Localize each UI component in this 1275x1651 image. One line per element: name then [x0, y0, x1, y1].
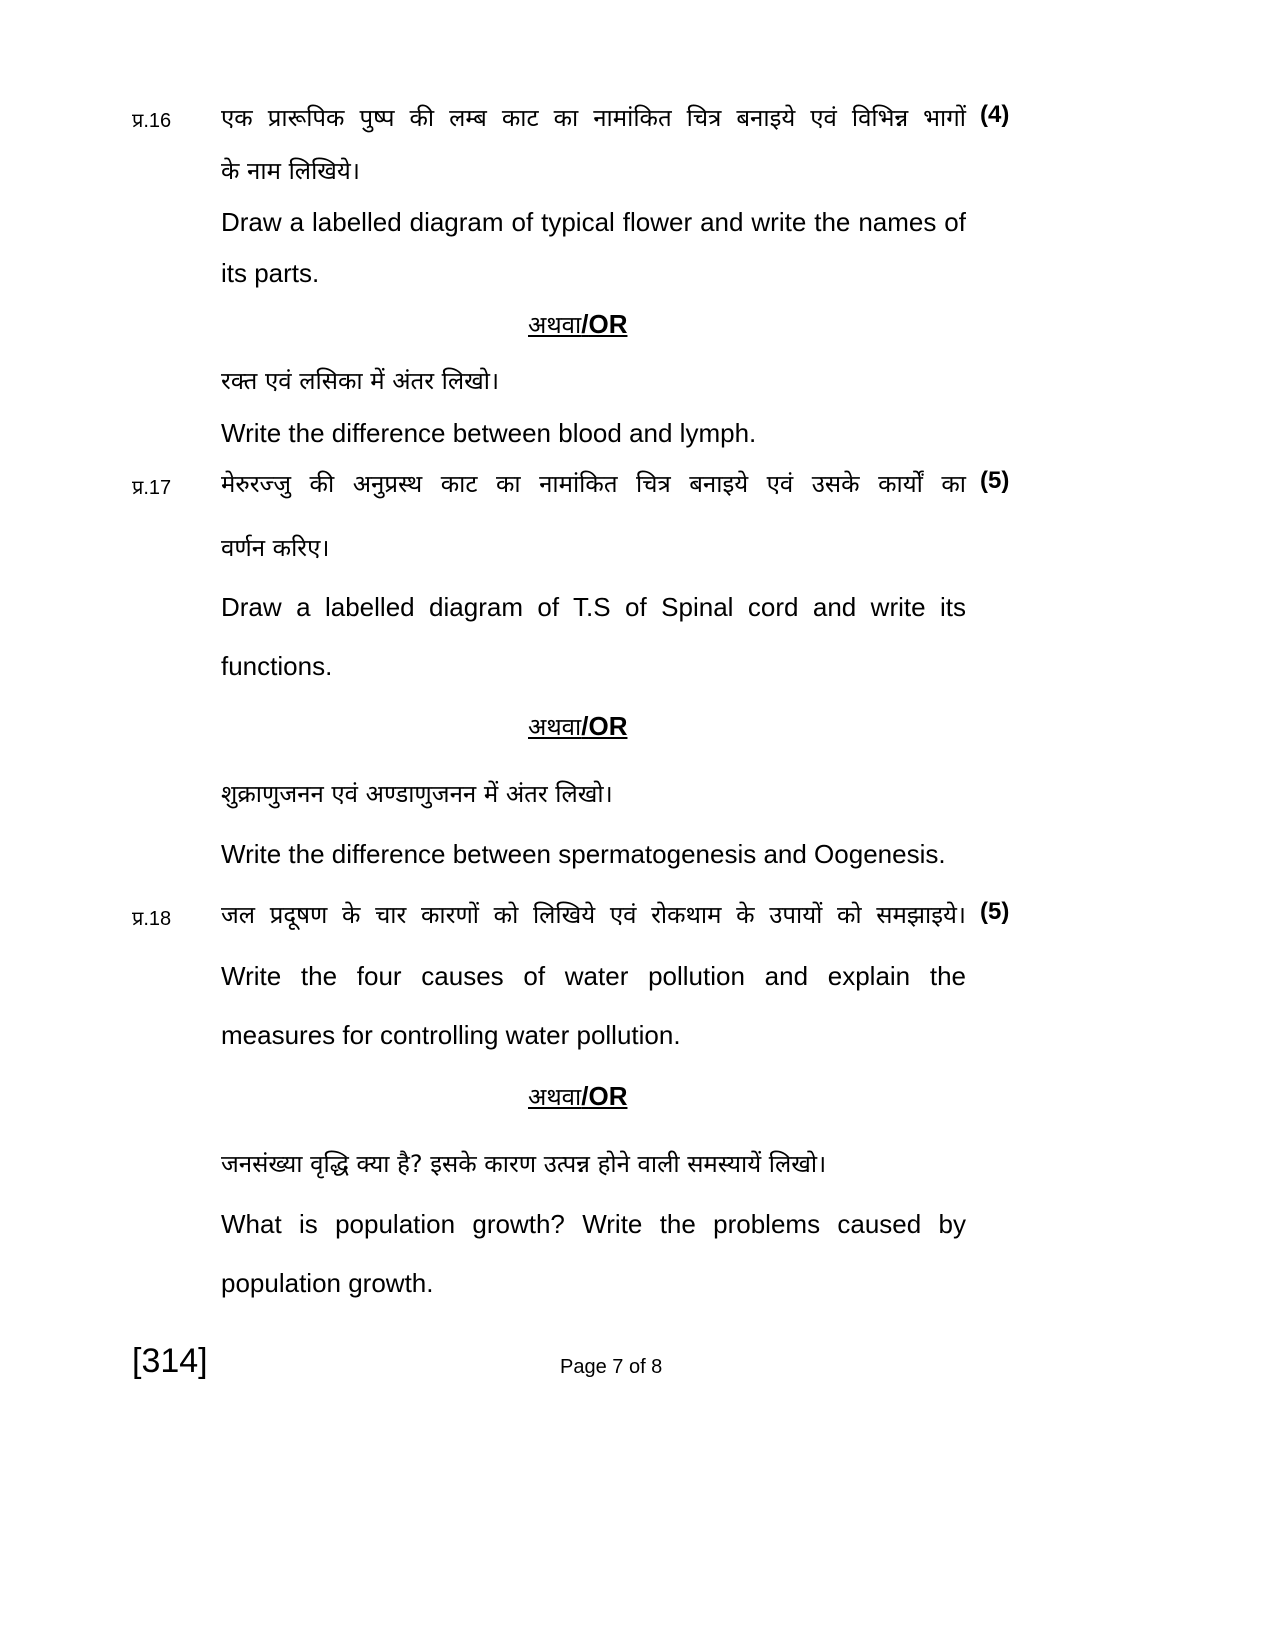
or-separator: अथवा/OR: [528, 309, 628, 339]
question-text-english-cont: measures for controlling water pollution.: [221, 1020, 681, 1050]
question-text-english: Draw a labelled diagram of typical flower and write the names of: [221, 207, 966, 237]
question-text-hindi: एक प्रारूपिक पुष्प की लम्ब काट का नामांकित चित्र बनाइये एवं विभिन्न भागों: [221, 104, 966, 132]
question-marks: (5): [980, 898, 1010, 925]
question-text-hindi: मेरुरज्जु की अनुप्रस्थ काट का नामांकित चित्र बनाइये एवं उसके कार्यों का: [221, 470, 966, 498]
paper-code: [314]: [132, 1342, 208, 1380]
alternative-question-english: What is population growth? Write the problems caused by: [221, 1209, 966, 1239]
question-text-hindi: जल प्रदूषण के चार कारणों को लिखिये एवं रोकथाम के उपायों को समझाइये।: [221, 901, 966, 929]
alternative-question-english: Write the difference between spermatogenesis and Oogenesis.: [221, 839, 946, 869]
alternative-question-hindi: जनसंख्या वृद्धि क्या है? इसके कारण उत्पन्न होने वाली समस्यायें लिखो।: [221, 1150, 827, 1178]
alternative-question-english-cont: population growth.: [221, 1268, 434, 1298]
alternative-question-hindi: रक्त एवं लसिका में अंतर लिखो।: [221, 367, 500, 395]
question-text-hindi-cont: के नाम लिखिये।: [221, 157, 360, 185]
question-text-english-cont: its parts.: [221, 258, 320, 288]
question-number: प्र.17: [132, 477, 172, 499]
question-text-english-cont: functions.: [221, 651, 333, 681]
question-text-english: Write the four causes of water pollution and explain the: [221, 961, 966, 991]
alternative-question-hindi: शुक्राणुजनन एवं अण्डाणुजनन में अंतर लिखो।: [221, 780, 613, 808]
question-marks: (4): [980, 101, 1010, 128]
question-marks: (5): [980, 467, 1010, 494]
question-text-hindi-cont: वर्णन करिए।: [221, 534, 330, 562]
question-text-english: Draw a labelled diagram of T.S of Spinal cord and write its: [221, 592, 966, 622]
question-number: प्र.16: [132, 110, 172, 132]
alternative-question-english: Write the difference between blood and lymph.: [221, 418, 757, 448]
or-separator: अथवा/OR: [528, 1081, 628, 1111]
page-number: Page 7 of 8: [560, 1356, 663, 1378]
or-separator: अथवा/OR: [528, 711, 628, 741]
question-number: प्र.18: [132, 908, 172, 930]
